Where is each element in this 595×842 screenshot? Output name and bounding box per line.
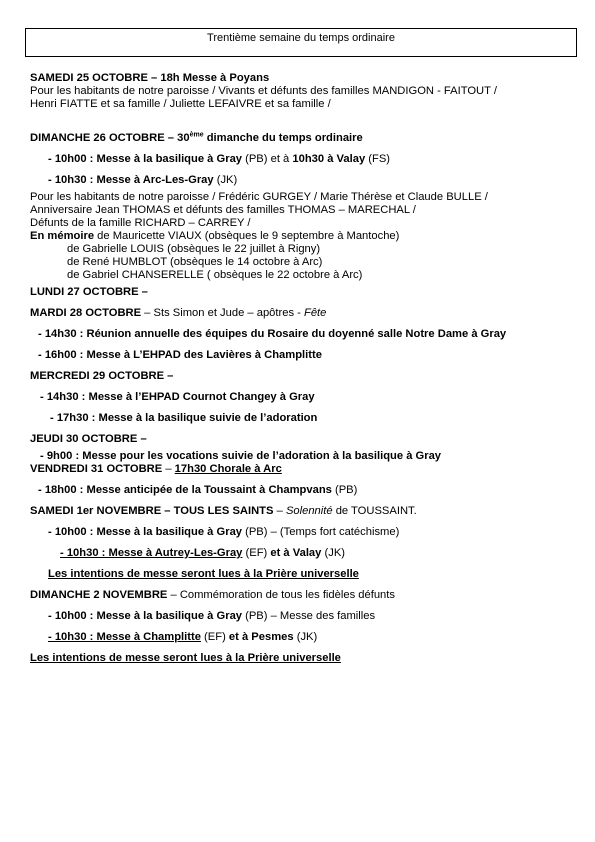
heading-text: DIMANCHE 26 OCTOBRE – 30 [30,132,190,144]
intention-line: Défunts de la famille RICHARD – CARREY / [30,217,251,229]
memorial-line: de Gabrielle LOUIS (obsèques le 22 juillet à Rigny) [67,243,321,255]
memorial-line [30,230,580,243]
heading-sun-26 [30,132,580,145]
intentions-note: Les intentions de messe seront lues à la Prière universelle [48,568,359,580]
event-entry: - 16h00 : Messe à L’EHPAD des Lavières à Champlitte [38,349,322,361]
memorial-text: de Mauricette VIAUX (obsèques le 9 septembre à Mantoche) [94,230,400,242]
mass-detail: (FS) [365,153,391,165]
heading-sat-1 [30,505,580,518]
heading-sun-2 [30,589,580,602]
mass-title: 10h30 à Valay [292,153,366,165]
mass-entry [30,174,580,187]
mass-title: et à Pesmes [228,631,294,643]
header-box [25,28,577,57]
mass-detail: (PB) et à [242,153,293,165]
mass-entry [30,547,580,560]
event-entry: - 17h30 : Messe à la basilique suivie de l’adoration [50,412,318,424]
memorial-line: de Gabriel CHANSERELLE ( obsèques le 22 octobre à Arc) [67,269,363,281]
mass-title: - 10h30 : Messe à Champlitte [48,631,201,643]
event-entry: - 14h30 : Messe à l’EHPAD Cournot Changey à Gray [40,391,315,403]
mass-detail: (PB) [331,484,358,496]
mass-entry [30,610,580,623]
intentions-note: Les intentions de messe seront lues à la Prière universelle [30,652,341,664]
heading-text: Solennité [285,505,333,517]
heading-text: de TOUSSAINT. [332,505,417,517]
mass-detail: (JK) [321,547,346,559]
heading-mon-27: LUNDI 27 OCTOBRE – [30,286,148,298]
mass-title: - 10h30 : Messe à Autrey-Les-Gray [60,547,243,559]
mass-detail: (PB) – Messe des familles [242,610,376,622]
intention-line: Pour les habitants de notre paroisse / Vivants et défunts des familles MANDIGON - FAITOUT / [30,85,497,97]
mass-entry [30,631,580,644]
heading-text: Fête [304,307,327,319]
intention-line: Pour les habitants de notre paroisse / Frédéric GURGEY / Marie Thérèse et Claude BULLE / [30,191,488,203]
mass-detail: (JK) [213,174,238,186]
heading-fri-31 [30,463,580,476]
heading-text: – [273,505,286,517]
mass-detail: (JK) [293,631,318,643]
heading-sup: ème [189,131,204,139]
mass-title: - 10h00 : Messe à la basilique à Gray [48,526,243,538]
heading-text: VENDREDI 31 OCTOBRE [30,463,163,475]
mass-title: - 10h30 : Messe à Arc-Les-Gray [48,174,214,186]
memorial-line: de René HUMBLOT (obsèques le 14 octobre à Arc) [67,256,323,268]
mass-detail: (EF) [242,547,271,559]
heading-wed-29: MERCREDI 29 OCTOBRE – [30,370,174,382]
mass-title: - 10h00 : Messe à la basilique à Gray [48,153,243,165]
heading-thu-30: JEUDI 30 OCTOBRE – [30,433,147,445]
heading-sat-25: SAMEDI 25 OCTOBRE – 18h Messe à Poyans [30,72,270,84]
heading-tue-28 [30,307,580,320]
mass-title: - 10h00 : Messe à la basilique à Gray [48,610,243,622]
event-entry: - 9h00 : Messe pour les vocations suivie de l’adoration à la basilique à Gray [40,450,442,462]
mass-title: - 18h00 : Messe anticipée de la Toussaint à Champvans [38,484,332,496]
heading-text: dimanche du temps ordinaire [203,132,363,144]
heading-text: SAMEDI 1er NOVEMBRE – TOUS LES SAINTS [30,505,274,517]
heading-text: DIMANCHE 2 NOVEMBRE [30,589,168,601]
event-entry: - 14h30 : Réunion annuelle des équipes du Rosaire du doyenné salle Notre Dame à Gray [38,328,507,340]
event-entry [30,484,580,497]
mass-entry [30,153,580,166]
memorial-label: En mémoire [30,230,95,242]
mass-detail: (EF) [200,631,229,643]
intention-line: Anniversaire Jean THOMAS et défunts des familles THOMAS – MARECHAL / [30,204,416,216]
heading-text: – Commémoration de tous les fidèles défunts [167,589,395,601]
mass-detail: (PB) – (Temps fort catéchisme) [242,526,400,538]
heading-text: 17h30 Chorale à Arc [174,463,282,475]
mass-title: et à Valay [270,547,322,559]
heading-text: – Sts Simon et Jude – apôtres - [141,307,304,319]
page-title: Trentième semaine du temps ordinaire [207,32,395,44]
heading-text: – [162,463,175,475]
intention-line: Henri FIATTE et sa famille / Juliette LEFAIVRE et sa famille / [30,98,331,110]
heading-text: MARDI 28 OCTOBRE [30,307,142,319]
mass-entry [30,526,580,539]
bulletin-content [30,72,580,665]
